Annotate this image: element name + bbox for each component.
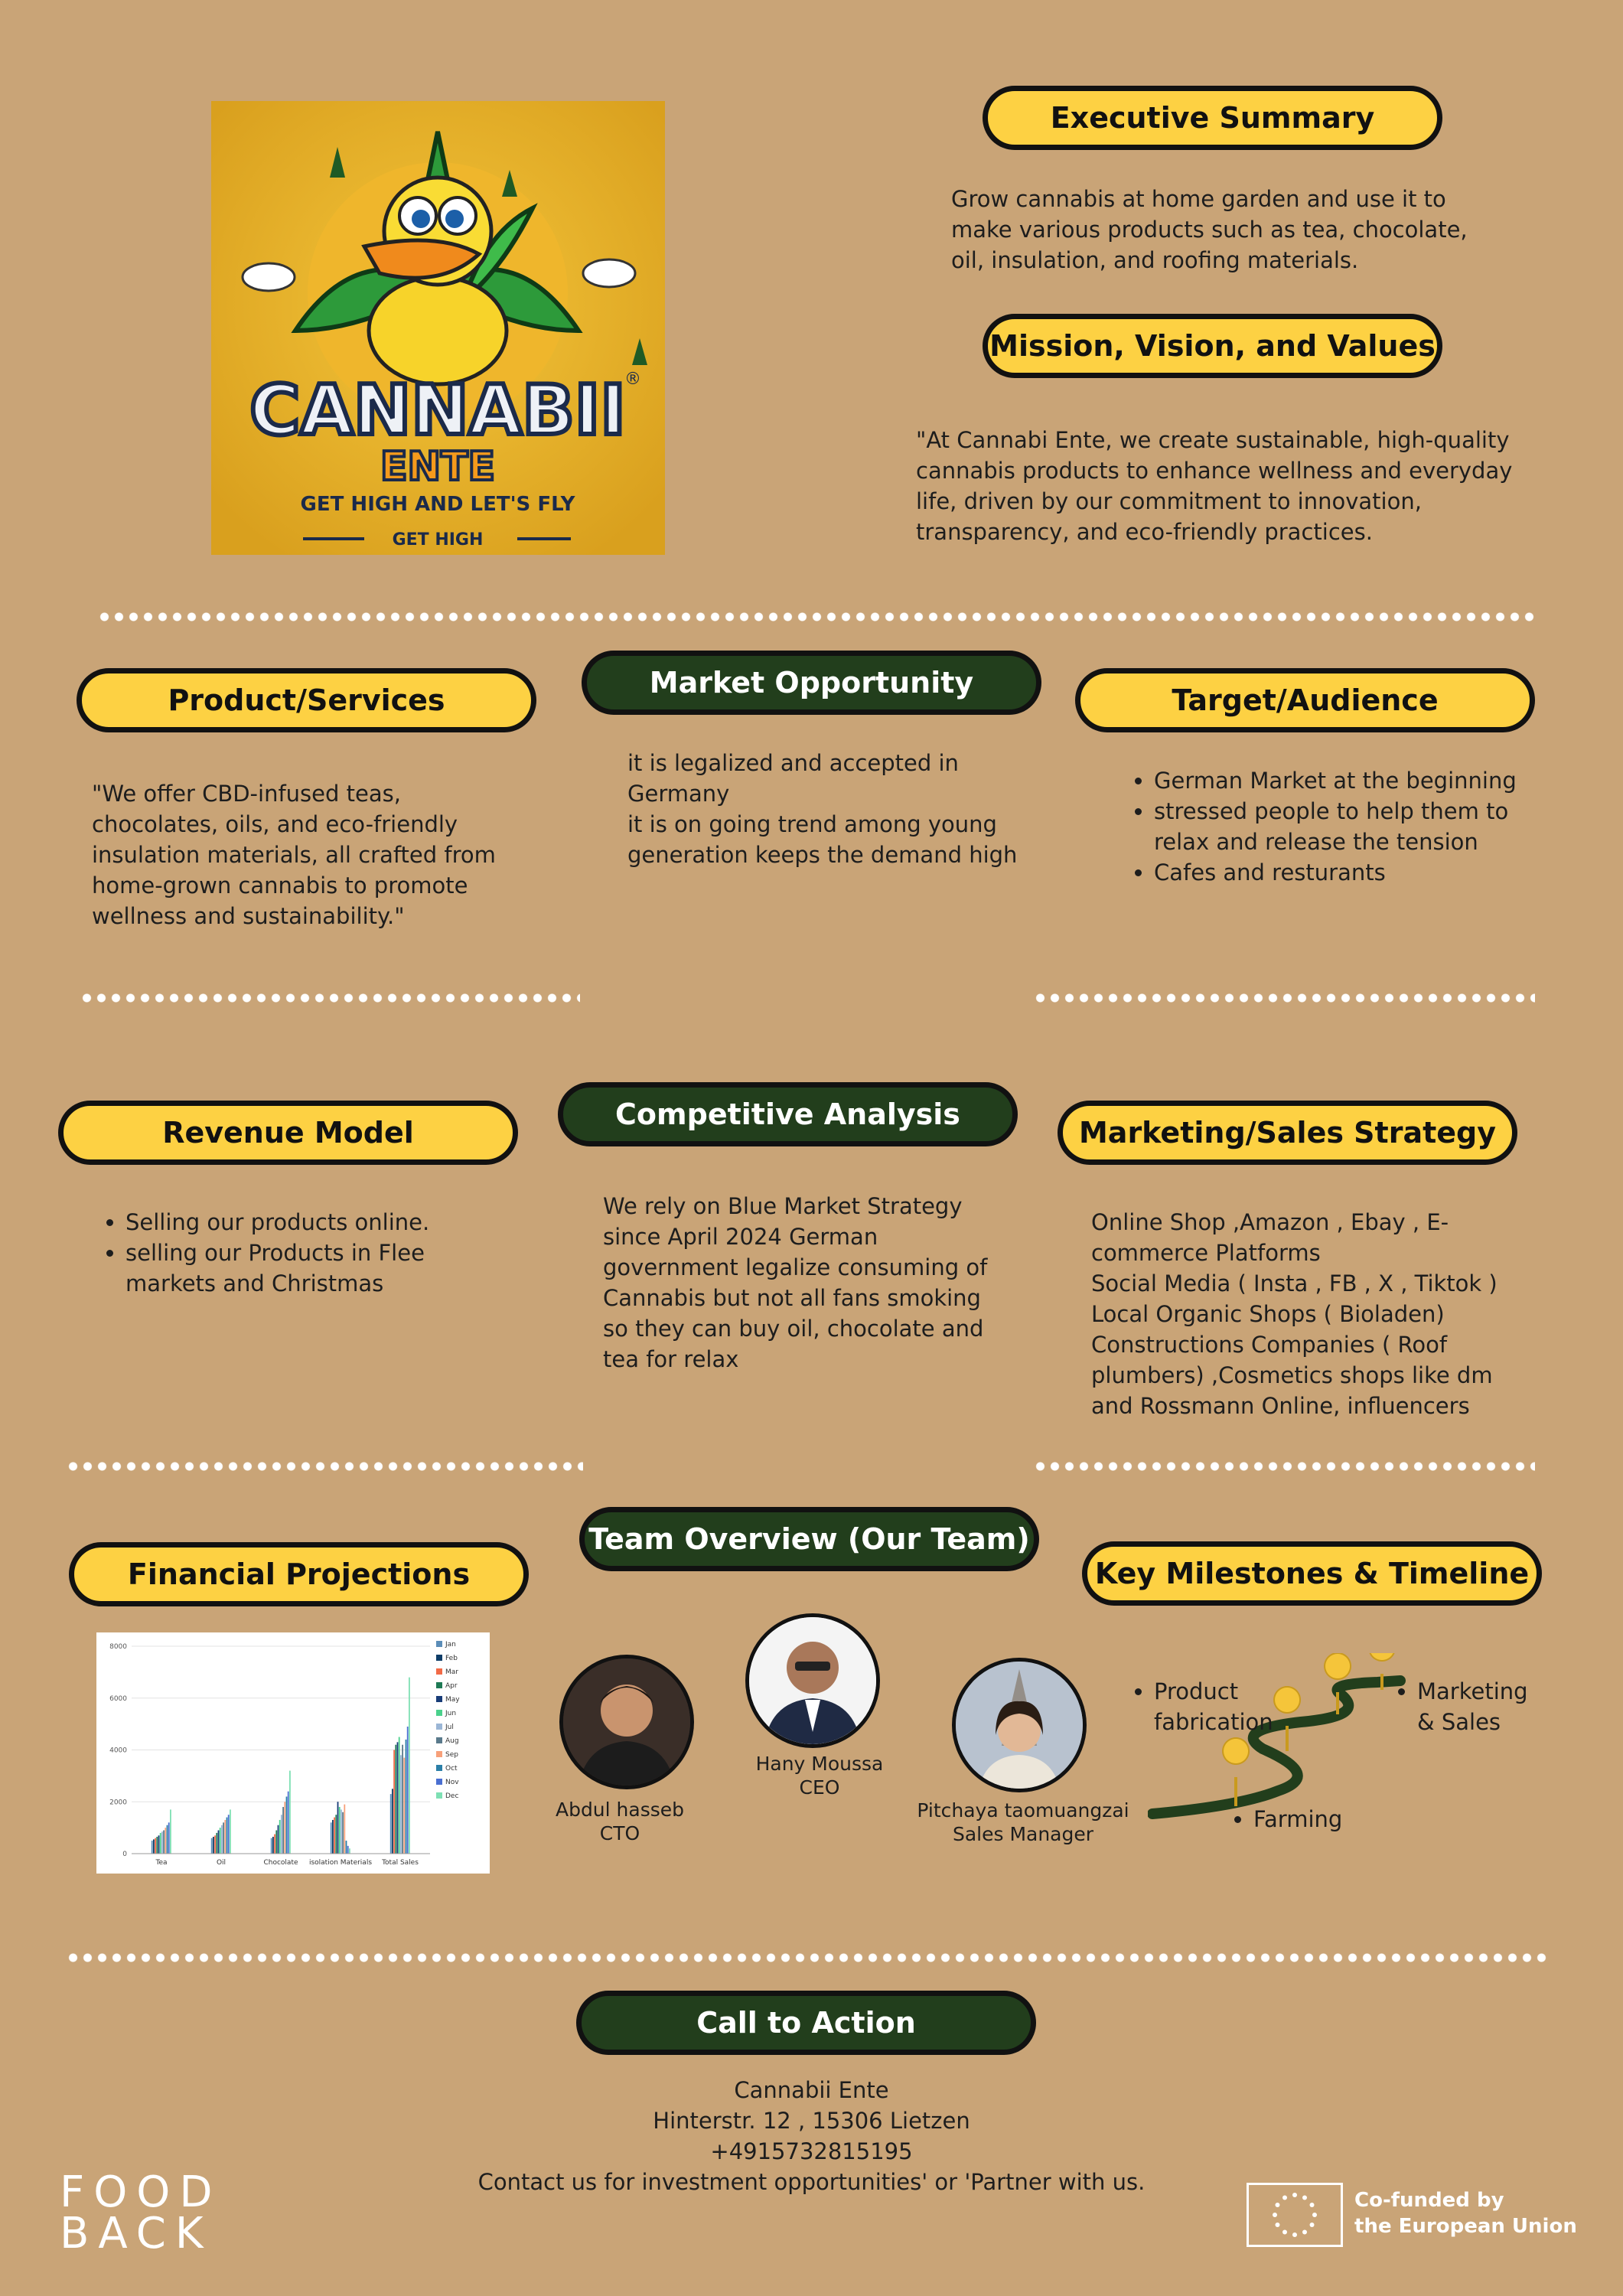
bar <box>214 1835 216 1854</box>
bar <box>407 1727 409 1854</box>
x-tick-label: isolation Materials <box>308 1859 373 1867</box>
divider-dots <box>97 612 1536 621</box>
bar <box>399 1737 400 1854</box>
bar <box>170 1809 171 1854</box>
marketing-sales-text <box>1091 1207 1504 1421</box>
y-tick-label: 0 <box>122 1851 127 1858</box>
call-to-action-title: Call to Action <box>576 1991 1036 2055</box>
market-opportunity-title: Market Opportunity <box>582 651 1041 715</box>
svg-text:GET HIGH: GET HIGH <box>392 530 484 550</box>
eu-star <box>1310 2223 1315 2227</box>
bar <box>397 1742 399 1854</box>
bar <box>390 1794 392 1854</box>
bar <box>163 1831 165 1854</box>
divider-dots <box>1033 993 1535 1003</box>
bar <box>211 1838 213 1854</box>
mission-title: Mission, Vision, and Values <box>983 314 1442 378</box>
x-tick-label: Total Sales <box>382 1859 419 1867</box>
bar <box>403 1758 405 1854</box>
legend-label: Aug <box>445 1737 459 1745</box>
eu-star <box>1275 2223 1279 2227</box>
financial-projections-title: Financial Projections <box>69 1542 529 1606</box>
bar <box>337 1802 339 1854</box>
bar <box>161 1831 163 1854</box>
mission-text: "At Cannabi Ente, we create sustainable, high-quality cannabis products to enhance wellness and everyday life, driven by our commitment to innovation, transparency, and eco-friendly practices. <box>916 427 1513 545</box>
cannabii-ente-logo <box>211 101 665 555</box>
legend-swatch <box>436 1710 442 1716</box>
divider-dots <box>1033 1462 1535 1471</box>
legend-swatch <box>436 1779 442 1785</box>
svg-text:®: ® <box>624 370 641 389</box>
x-tick-label: Chocolate <box>263 1859 298 1867</box>
legend-label: Jul <box>445 1724 454 1731</box>
bar <box>218 1831 220 1854</box>
legend-swatch <box>436 1668 442 1675</box>
eu-text-line: Co-funded by <box>1354 2189 1504 2212</box>
bar <box>274 1835 275 1854</box>
bar <box>395 1745 396 1854</box>
bar <box>223 1822 224 1854</box>
milestone-marketing-sales <box>1382 1676 1535 1737</box>
legend-swatch <box>436 1724 442 1730</box>
eu-star <box>1282 2195 1287 2200</box>
bar <box>288 1792 289 1854</box>
bar <box>400 1755 402 1854</box>
foodback-logo-line: FOOD <box>60 2167 222 2217</box>
list-item: • stressed people to help them to relax and release the tension <box>1154 796 1530 857</box>
marketing-line: Constructions Companies ( Roof plumbers) ,Cosmetics shops like dm and Rossmann Online, influencers <box>1091 1332 1493 1419</box>
divider-dots <box>66 1462 583 1471</box>
y-tick-label: 2000 <box>109 1799 127 1807</box>
svg-text:GET HIGH AND LET'S FLY: GET HIGH AND LET'S FLY <box>300 493 575 516</box>
product-services-text: "We offer CBD-infused teas, chocolates, oils, and eco-friendly insulation materials, all crafted from home-grown cannabis to promote wellness and sustainability." <box>92 781 496 929</box>
avatar <box>559 1655 694 1789</box>
executive-summary-text: Grow cannabis at home garden and use it to make various products such as tea, chocolate, oil, insulation, and roofing materials. <box>951 186 1468 273</box>
bar <box>158 1835 160 1854</box>
bar <box>402 1745 403 1854</box>
bar <box>167 1825 168 1854</box>
eu-star <box>1292 2193 1297 2197</box>
bar <box>153 1839 155 1854</box>
financial-chart <box>96 1632 490 1874</box>
bar <box>341 1809 342 1854</box>
team-member-name: Hany Moussa <box>755 1753 884 1775</box>
competitive-analysis-text: We rely on Blue Market Strategy since April 2024 German government legalize consuming of Cannabis but not all fans smoking so they can buy oil, chocolate and tea for relax <box>603 1193 988 1372</box>
cta-company: Cannabii Ente <box>734 2077 889 2103</box>
marketing-line: Online Shop ,Amazon , Ebay , E-commerce Platforms <box>1091 1209 1449 1266</box>
bar <box>409 1678 410 1854</box>
eu-star <box>1275 2203 1279 2207</box>
bar <box>160 1833 161 1854</box>
foodback-logo-line: BACK <box>60 2209 213 2258</box>
y-tick-label: 4000 <box>109 1746 127 1755</box>
bar <box>221 1825 223 1854</box>
bar <box>272 1837 274 1854</box>
x-tick-label: Tea <box>155 1859 168 1867</box>
market-line: it is legalized and accepted in Germany <box>627 750 959 807</box>
foodback-logo <box>60 2167 243 2258</box>
person-silhouette-icon <box>956 1662 1083 1789</box>
bar <box>227 1818 228 1854</box>
market-line: it is on going trend among young generation keeps the demand high <box>627 811 1018 868</box>
bar <box>282 1807 284 1854</box>
eu-star <box>1282 2230 1287 2235</box>
milestone-farming <box>1218 1804 1371 1835</box>
divider-dots <box>66 1953 1550 1962</box>
eu-star <box>1273 2213 1277 2217</box>
team-overview-title: Team Overview (Our Team) <box>579 1507 1039 1571</box>
svg-text:ENTE: ENTE <box>380 444 496 490</box>
bar <box>284 1802 285 1854</box>
bar <box>286 1796 288 1854</box>
bar <box>275 1831 277 1854</box>
eu-stars-icon <box>1249 2185 1341 2245</box>
market-opportunity-text <box>627 748 1041 870</box>
legend-label: Sep <box>445 1751 458 1759</box>
competitive-analysis-title: Competitive Analysis <box>558 1082 1018 1146</box>
legend-swatch <box>436 1696 442 1702</box>
bar <box>349 1848 350 1854</box>
bar <box>392 1789 393 1854</box>
y-tick-label: 6000 <box>109 1694 127 1703</box>
legend-swatch <box>436 1765 442 1771</box>
revenue-model-title: Revenue Model <box>58 1101 518 1165</box>
legend-swatch <box>436 1792 442 1799</box>
legend-label: Feb <box>445 1655 458 1662</box>
eu-star <box>1302 2195 1307 2200</box>
revenue-model-list <box>89 1207 517 1299</box>
team-member-name: Pitchaya taomuangzai <box>917 1799 1129 1821</box>
legend-label: Nov <box>445 1779 459 1786</box>
bar <box>393 1750 395 1854</box>
marketing-line: Social Media ( Insta , FB , X , Tiktok ) <box>1091 1270 1498 1296</box>
legend-label: May <box>445 1696 460 1704</box>
cta-address: Hinterstr. 12 , 15306 Lietzen <box>653 2108 970 2134</box>
legend-label: Mar <box>445 1668 458 1676</box>
bar <box>156 1837 158 1854</box>
list-item: • Marketing & Sales <box>1417 1676 1535 1737</box>
bar <box>339 1807 341 1854</box>
bar <box>228 1815 230 1854</box>
person-silhouette-icon <box>563 1658 690 1786</box>
marketing-sales-title: Marketing/Sales Strategy <box>1058 1101 1517 1165</box>
avatar <box>745 1613 880 1748</box>
list-item: • Selling our products online. <box>125 1207 517 1238</box>
svg-text:CANNABII: CANNABII <box>249 370 626 451</box>
executive-summary-title: Executive Summary <box>983 86 1442 150</box>
bar <box>344 1805 345 1854</box>
eu-flag-icon <box>1247 2183 1343 2247</box>
list-item: • selling our Products in Flee markets and Christmas <box>125 1238 517 1299</box>
team-member-role: Sales Manager <box>952 1823 1094 1845</box>
bar <box>152 1841 153 1854</box>
bar <box>335 1815 337 1854</box>
list-item: • Cafes and resturants <box>1154 857 1530 888</box>
bar <box>279 1820 281 1854</box>
bar <box>168 1822 170 1854</box>
bar <box>220 1828 221 1854</box>
eu-star <box>1292 2232 1297 2237</box>
legend-swatch <box>436 1737 442 1743</box>
target-audience-title: Target/Audience <box>1075 668 1535 732</box>
key-milestones-title: Key Milestones & Timeline <box>1082 1541 1542 1606</box>
bar <box>278 1825 279 1854</box>
eu-star <box>1302 2230 1307 2235</box>
eu-star <box>1312 2213 1317 2217</box>
bar <box>334 1818 335 1854</box>
bar <box>331 1822 332 1854</box>
bar <box>342 1812 344 1854</box>
avatar <box>952 1658 1087 1792</box>
legend-swatch <box>436 1682 442 1688</box>
list-item: • German Market at the beginning <box>1154 765 1530 796</box>
legend-swatch <box>436 1655 442 1661</box>
team-member-role: CTO <box>599 1822 640 1844</box>
list-item: • Farming <box>1253 1804 1371 1835</box>
bar <box>271 1838 272 1854</box>
bar <box>289 1771 291 1854</box>
marketing-line: Local Organic Shops ( Bioladen) <box>1091 1301 1445 1327</box>
financial-chart-svg <box>96 1632 490 1874</box>
legend-swatch <box>436 1641 442 1647</box>
divider-dots <box>80 993 580 1003</box>
duck-mascot-logo-art <box>211 101 665 555</box>
legend-label: Dec <box>445 1792 459 1800</box>
bar <box>230 1809 231 1854</box>
list-item: • Product fabrication <box>1154 1676 1272 1737</box>
legend-swatch <box>436 1751 442 1757</box>
milestone-product-fabrication <box>1119 1676 1272 1737</box>
cta-phone: +4915732815195 <box>710 2138 913 2164</box>
eu-star <box>1310 2203 1315 2207</box>
target-audience-list <box>1117 765 1530 888</box>
legend-label: Jan <box>445 1641 456 1649</box>
bar <box>155 1838 156 1854</box>
legend-label: Oct <box>445 1765 458 1773</box>
bar <box>213 1837 214 1854</box>
legend-label: Apr <box>445 1682 458 1690</box>
bar <box>332 1820 334 1854</box>
bar <box>224 1820 226 1854</box>
legend-label: Jun <box>445 1710 457 1717</box>
team-member-role: CEO <box>799 1776 840 1799</box>
cta-contact-line: Contact us for investment opportunities' or 'Partner with us. <box>477 2169 1146 2195</box>
x-tick-label: Oil <box>216 1859 227 1867</box>
bar <box>406 1740 407 1854</box>
person-silhouette-icon <box>749 1617 876 1744</box>
bar <box>216 1833 217 1854</box>
bar <box>347 1846 349 1854</box>
product-services-title: Product/Services <box>77 668 536 732</box>
bar <box>165 1828 166 1854</box>
eu-cofunded-text <box>1354 2187 1577 2239</box>
eu-text-line: the European Union <box>1354 2215 1577 2238</box>
team-member-name: Abdul hasseb <box>555 1799 685 1821</box>
y-tick-label: 8000 <box>109 1643 127 1651</box>
bar <box>346 1841 347 1854</box>
bar <box>281 1815 282 1854</box>
